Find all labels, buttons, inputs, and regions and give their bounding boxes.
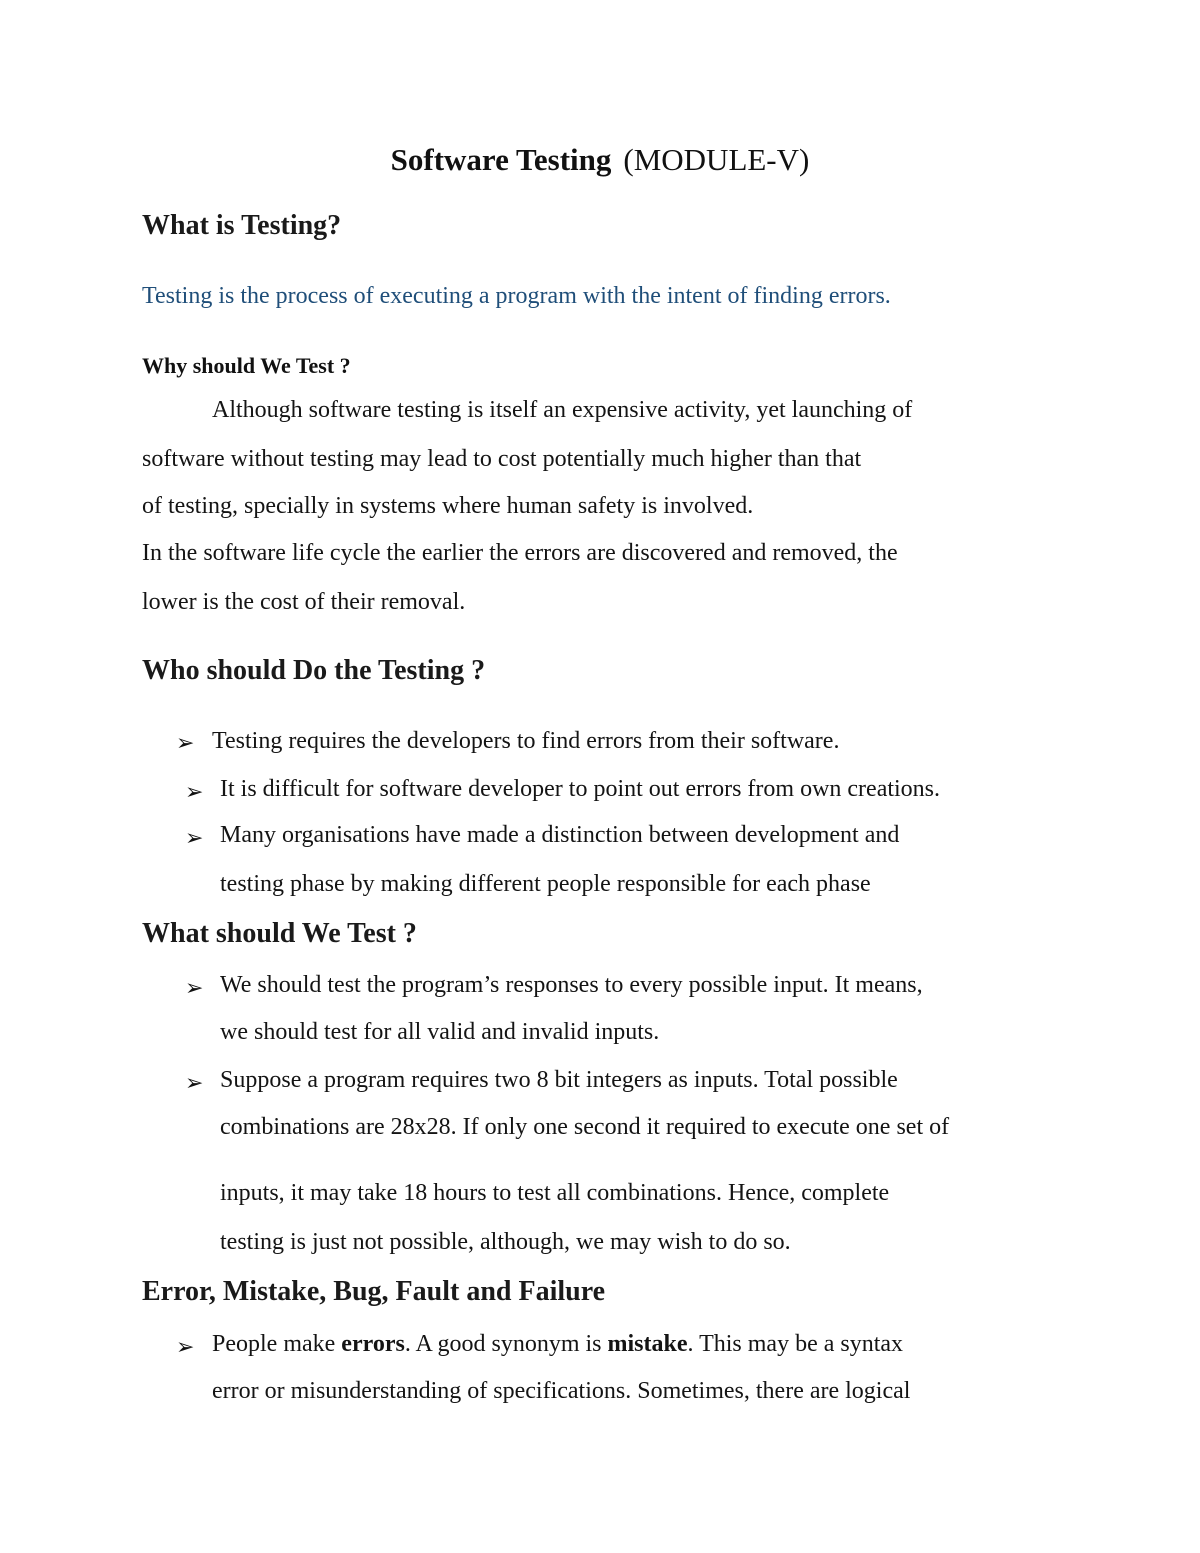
list-item: It is difficult for software developer to point out errors from own creations. [220, 776, 941, 802]
keyword-mistake: mistake [607, 1331, 688, 1357]
title-module: (MODULE-V) [623, 142, 810, 177]
testing-definition: Testing is the process of executing a program with the intent of finding errors. [142, 283, 891, 309]
heading-what-test: What should We Test ? [142, 918, 417, 949]
list-item: Many organisations have made a distinction between development and [220, 822, 900, 848]
list-item-continuation: testing phase by making different people responsible for each phase [220, 871, 871, 897]
list-item: We should test the program’s responses to every possible input. It means, [220, 972, 923, 998]
paragraph-line: Although software testing is itself an expensive activity, yet launching of [212, 397, 913, 423]
list-item [212, 1331, 903, 1358]
list-item-continuation: inputs, it may take 18 hours to test all combinations. Hence, complete [220, 1180, 890, 1206]
title-main: Software Testing [390, 142, 612, 177]
list-item-continuation: testing is just not possible, although, we may wish to do so. [220, 1229, 791, 1255]
arrow-bullet-icon: ➢ [185, 826, 204, 851]
heading-what-is-testing: What is Testing? [142, 210, 342, 241]
list-item-continuation: error or misunderstanding of specifications. Sometimes, there are logical [212, 1378, 911, 1404]
arrow-bullet-icon: ➢ [176, 731, 195, 756]
list-item: Suppose a program requires two 8 bit integers as inputs. Total possible [220, 1067, 898, 1093]
heading-error-section: Error, Mistake, Bug, Fault and Failure [142, 1276, 606, 1307]
keyword-errors: errors [341, 1331, 405, 1357]
text-run: . A good synonym is [404, 1331, 608, 1357]
arrow-bullet-icon: ➢ [185, 976, 204, 1001]
heading-why-test: Why should We Test ? [142, 353, 351, 378]
arrow-bullet-icon: ➢ [185, 1071, 204, 1096]
paragraph-line: In the software life cycle the earlier the errors are discovered and removed, the [142, 540, 898, 566]
arrow-bullet-icon: ➢ [185, 780, 204, 805]
text-run: People make [212, 1331, 342, 1357]
arrow-bullet-icon: ➢ [176, 1335, 195, 1360]
text-run: . This may be a syntax [687, 1331, 904, 1357]
list-item-continuation: combinations are 28x28. If only one second it required to execute one set of [220, 1114, 950, 1140]
paragraph-line: software without testing may lead to cost potentially much higher than that [142, 446, 862, 472]
paragraph-line: of testing, specially in systems where human safety is involved. [142, 493, 754, 519]
list-item-continuation: we should test for all valid and invalid inputs. [220, 1019, 660, 1045]
paragraph-line: lower is the cost of their removal. [142, 589, 466, 615]
page-title [0, 142, 1200, 178]
list-item: Testing requires the developers to find errors from their software. [212, 728, 840, 754]
heading-who-test: Who should Do the Testing ? [142, 655, 486, 686]
